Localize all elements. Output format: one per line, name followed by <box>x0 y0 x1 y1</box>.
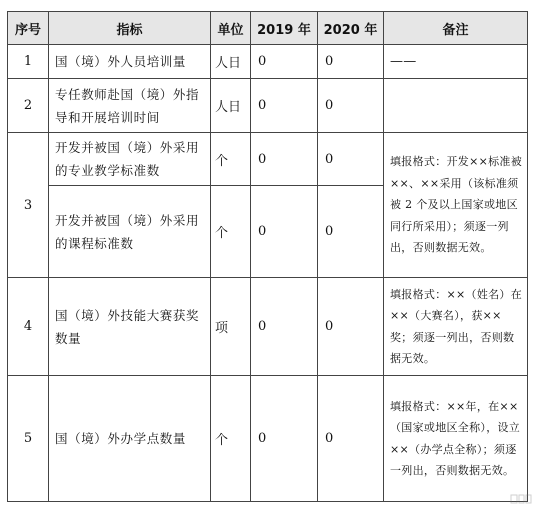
table-row <box>8 133 528 186</box>
value-2019-cell: 0 <box>251 376 318 502</box>
value-2020-cell: 0 <box>318 79 384 133</box>
serial-number-cell: 1 <box>8 45 49 79</box>
value-2020-cell: 0 <box>318 376 384 502</box>
serial-number-cell: 2 <box>8 79 49 133</box>
watermark-logo <box>510 493 532 505</box>
remarks-cell: 填报格式：××（姓名）在××（大赛名），获××奖；须逐一列出，否则数据无效。 <box>384 278 528 376</box>
indicator-table <box>7 11 528 502</box>
indicator-cell: 开发并被国（境）外采用的课程标准数 <box>49 186 211 278</box>
unit-cell: 个 <box>211 376 251 502</box>
value-2020-cell: 0 <box>318 45 384 79</box>
remarks-cell: —— <box>384 45 528 79</box>
table-row <box>8 79 528 133</box>
table-row <box>8 45 528 79</box>
value-2020-cell: 0 <box>318 278 384 376</box>
value-2019-cell: 0 <box>251 186 318 278</box>
remarks-cell: 填报格式：××年，在××（国家或地区全称），设立××（办学点全称）；须逐一列出，否则数据无效。 <box>384 376 528 502</box>
indicator-cell: 国（境）外办学点数量 <box>49 376 211 502</box>
value-2019-cell: 0 <box>251 79 318 133</box>
indicator-cell: 国（境）外人员培训量 <box>49 45 211 79</box>
value-2019-cell: 0 <box>251 45 318 79</box>
indicator-cell: 国（境）外技能大赛获奖数量 <box>49 278 211 376</box>
unit-cell: 项 <box>211 278 251 376</box>
header-year-2019: 2019 年 <box>251 12 318 45</box>
remarks-cell <box>384 79 528 133</box>
header-remarks: 备注 <box>384 12 528 45</box>
header-unit: 单位 <box>211 12 251 45</box>
header-indicator: 指标 <box>49 12 211 45</box>
remarks-cell: 填报格式：开发××标准被××、××采用（该标准须被 2 个及以上国家或地区同行所采用）；须逐一列出，否则数据无效。 <box>384 133 528 278</box>
indicator-cell: 开发并被国（境）外采用的专业教学标准数 <box>49 133 211 186</box>
value-2019-cell: 0 <box>251 278 318 376</box>
table-row <box>8 278 528 376</box>
value-2020-cell: 0 <box>318 186 384 278</box>
unit-cell: 人日 <box>211 79 251 133</box>
unit-cell: 人日 <box>211 45 251 79</box>
serial-number-cell: 5 <box>8 376 49 502</box>
serial-number-cell: 3 <box>8 133 49 278</box>
indicator-cell: 专任教师赴国（境）外指导和开展培训时间 <box>49 79 211 133</box>
value-2019-cell: 0 <box>251 133 318 186</box>
table-header-row <box>8 12 528 45</box>
unit-cell: 个 <box>211 186 251 278</box>
header-year-2020: 2020 年 <box>318 12 384 45</box>
serial-number-cell: 4 <box>8 278 49 376</box>
unit-cell: 个 <box>211 133 251 186</box>
header-serial-number: 序号 <box>8 12 49 45</box>
value-2020-cell: 0 <box>318 133 384 186</box>
table-row <box>8 376 528 502</box>
